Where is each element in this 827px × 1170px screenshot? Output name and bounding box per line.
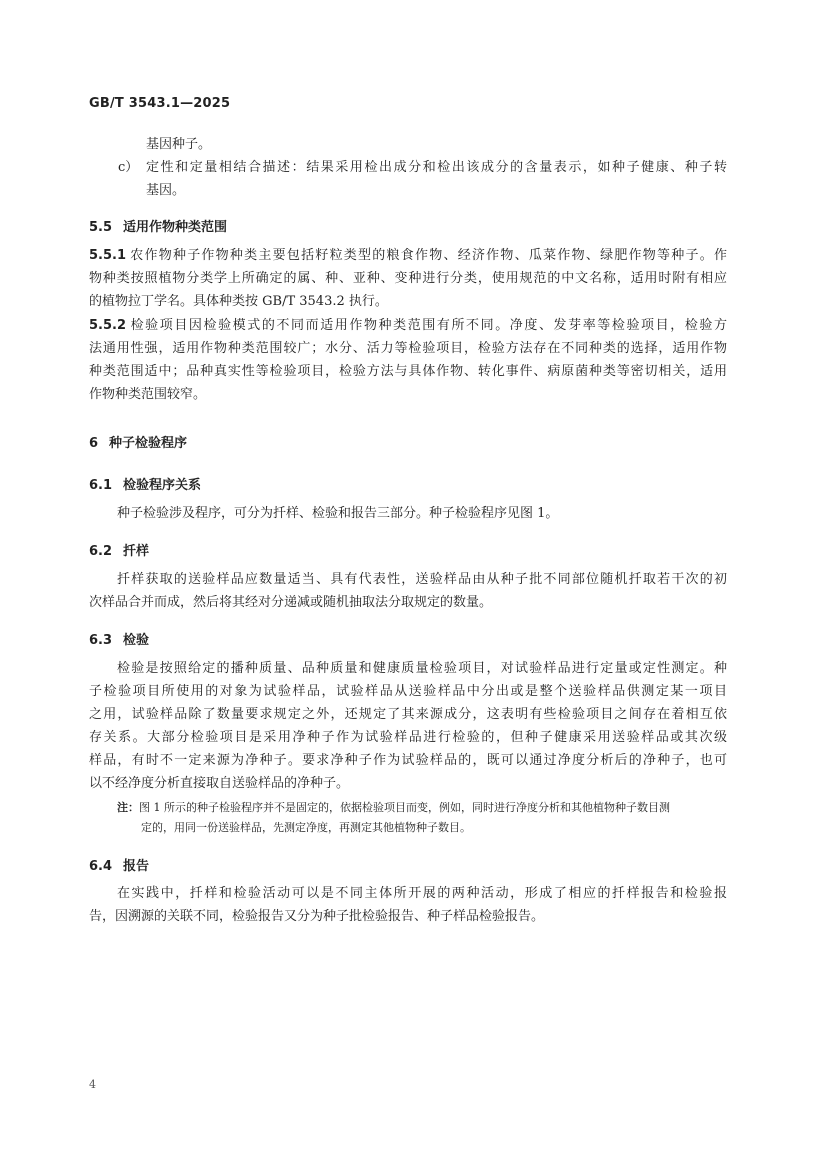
paragraph-line: 种类范围适中；品种真实性等检验项目，检验方法与具体作物、转化事件、病原菌种类等密切相关，适用 bbox=[89, 364, 727, 379]
clause-number: 5.5.1 bbox=[89, 248, 127, 263]
section-title: 报告 bbox=[123, 859, 150, 874]
section-title: 扦样 bbox=[123, 544, 150, 559]
standard-id: GB/T 3543.1—2025 bbox=[89, 96, 231, 111]
list-item-c-text: 定性和定量相结合描述：结果采用检出成分和检出该成分的含量表示，如种子健康、种子转 bbox=[146, 160, 727, 175]
paragraph-line: 之用，试验样品除了数量要求规定之外，还规定了其来源成分，这表明有些检验项目之间存在着相互依 bbox=[89, 707, 727, 722]
paragraph-line: 子检验项目所使用的对象为试验样品，试验样品从送验样品中分出或是整个送验样品供测定某一项目 bbox=[89, 684, 727, 699]
section-heading-6-2 bbox=[89, 540, 149, 559]
paragraph-line: 在实践中，扦样和检验活动可以是不同主体所开展的两种活动，形成了相应的扦样报告和检验报 bbox=[117, 886, 727, 901]
paragraph-line: 种子检验涉及程序，可分为扦样、检验和报告三部分。种子检验程序见图 1。 bbox=[117, 506, 559, 521]
page-number: 4 bbox=[89, 1078, 96, 1091]
section-heading-6-4 bbox=[89, 855, 149, 874]
list-item-c-text-cont: 基因。 bbox=[146, 183, 186, 198]
paragraph-line: 物种类按照植物分类学上所确定的属、种、亚种、变种进行分类，使用规范的中文名称，适用时附有相应 bbox=[89, 271, 727, 286]
section-title: 检验 bbox=[123, 633, 150, 648]
clause-number: 5.5.2 bbox=[89, 318, 127, 333]
section-number: 6.1 bbox=[89, 478, 113, 493]
section-heading-6-3 bbox=[89, 629, 149, 648]
section-heading-5-5 bbox=[89, 216, 227, 235]
paragraph-line: 法通用性强，适用作物种类范围较广；水分、活力等检验项目，检验方法存在不同种类的选择，适用作物 bbox=[89, 341, 727, 356]
clause-5-5-2-line bbox=[89, 318, 727, 334]
paragraph-line: 以不经净度分析直接取自送验样品的净种子。 bbox=[89, 776, 350, 791]
section-number: 6.4 bbox=[89, 859, 113, 874]
section-title: 种子检验程序 bbox=[109, 436, 188, 451]
section-number: 6 bbox=[89, 436, 99, 451]
section-heading-6 bbox=[89, 432, 187, 451]
clause-text: 农作物种子作物种类主要包括籽粒类型的粮食作物、经济作物、瓜菜作物、绿肥作物等种子。作 bbox=[129, 248, 727, 263]
list-item-c-label: c） bbox=[118, 160, 139, 175]
section-number: 5.5 bbox=[89, 220, 113, 235]
paragraph-line: 的植物拉丁学名。具体种类按 GB/T 3543.2 执行。 bbox=[89, 294, 388, 309]
clause-5-5-1-line bbox=[89, 248, 727, 264]
note-text-cont: 定的，用同一份送验样品，先测定净度，再测定其他植物种子数目。 bbox=[141, 821, 471, 834]
paragraph-line: 次样品合并而成，然后将其经对分递减或随机抽取法分取规定的数量。 bbox=[89, 595, 493, 610]
paragraph-line: 作物种类范围较窄。 bbox=[89, 387, 207, 402]
section-number: 6.3 bbox=[89, 633, 113, 648]
section-number: 6.2 bbox=[89, 544, 113, 559]
paragraph-line: 扦样获取的送验样品应数量适当、具有代表性，送验样品由从种子批不同部位随机扦取若干次的初 bbox=[117, 572, 727, 587]
section-title: 检验程序关系 bbox=[123, 478, 202, 493]
section-heading-6-1 bbox=[89, 474, 201, 493]
section-title: 适用作物种类范围 bbox=[123, 220, 228, 235]
paragraph-line: 检验是按照给定的播种质量、品种质量和健康质量检验项目，对试验样品进行定量或定性测定。种 bbox=[117, 661, 727, 676]
paragraph-line: 告，因溯源的关联不同，检验报告又分为种子批检验报告、种子样品检验报告。 bbox=[89, 909, 545, 924]
paragraph-line: 样品，有时不一定来源为净种子。要求净种子作为试验样品的，既可以通过净度分析后的净种子，也可 bbox=[89, 753, 727, 768]
paragraph-line: 存关系。大部分检验项目是采用净种子作为试验样品进行检验的，但种子健康采用送验样品或其次级 bbox=[89, 730, 727, 745]
note bbox=[117, 801, 670, 815]
note-text: 图 1 所示的种子检验程序并不是固定的，依据检验项目而变，例如，同时进行净度分析和其他植物种子数目测 bbox=[139, 801, 670, 814]
clause-text: 检验项目因检验模式的不同而适用作物种类范围有所不同。净度、发芽率等检验项目，检验方 bbox=[129, 318, 727, 333]
note-label: 注： bbox=[117, 801, 139, 814]
list-continuation: 基因种子。 bbox=[146, 137, 212, 152]
